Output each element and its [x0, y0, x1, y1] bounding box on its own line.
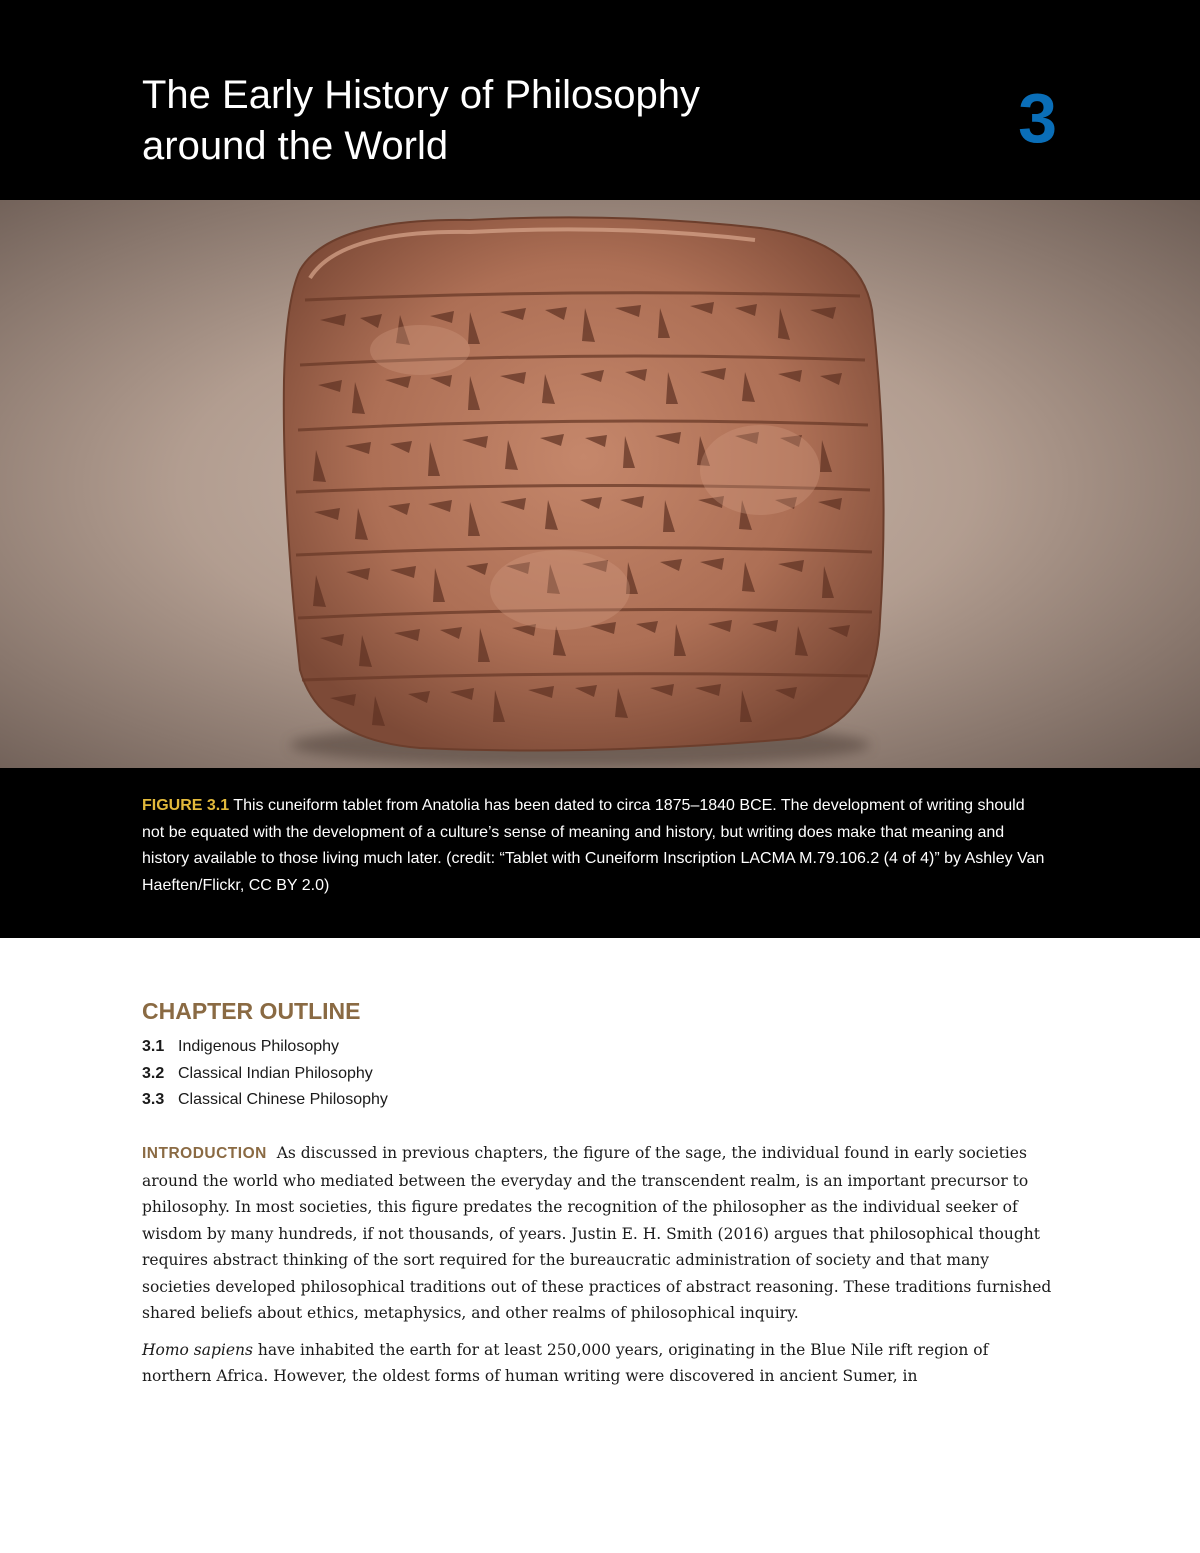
- intro-paragraph-2: [142, 1337, 1052, 1390]
- chapter-title: [142, 70, 902, 172]
- introduction-body: [142, 1140, 1052, 1400]
- chapter-title-line-2: around the World: [142, 124, 449, 168]
- intro-paragraph-2-text: have inhabited the earth for at least 250,000 years, originating in the Blue Nile rift region of northern Africa. However, the oldest forms of human writing were discovered in ancient Sumer, in: [142, 1340, 989, 1385]
- figure-caption-band: [0, 768, 1200, 938]
- outline-item-number: 3.3: [142, 1091, 165, 1108]
- chapter-outline-list: [142, 1034, 388, 1114]
- cuneiform-tablet-illustration: [0, 200, 1200, 768]
- figure-label: FIGURE 3.1: [142, 797, 230, 814]
- outline-item-number: 3.1: [142, 1038, 165, 1055]
- chapter-header: [0, 0, 1200, 200]
- figure-caption-text: This cuneiform tablet from Anatolia has been dated to circa 1875–1840 BCE. The development of writing should not be equated with the development of a culture’s sense of meaning and history, but writing does make that meaning and history available to those living much later. (credit: “Tablet with Cuneiform Inscription LACMA M.79.106.2 (4 of 4)” by Ashley Van Haeften/Flickr, CC BY 2.0): [142, 797, 1045, 894]
- chapter-number: 3: [1018, 79, 1057, 157]
- intro-paragraph-1-text: As discussed in previous chapters, the figure of the sage, the individual found in early societies around the world who mediated between the everyday and the transcendent realm, is an important precursor to philosophy. In most societies, this figure predates the recognition of the philosopher as the individual seeker of wisdom by many hundreds, if not thousands, of years. Justin E. H. Smith (2016) argues that philosophical thought requires abstract thinking of the sort required for the bureaucratic administration of society and that many societies developed philosophical traditions out of these practices of abstract reasoning. These traditions furnished shared beliefs about ethics, metaphysics, and other realms of philosophical inquiry.: [142, 1144, 1052, 1322]
- outline-item-title: Classical Chinese Philosophy: [178, 1091, 388, 1108]
- homo-sapiens-term: Homo sapiens: [142, 1340, 253, 1359]
- outline-item-3-2[interactable]: [142, 1061, 388, 1088]
- figure-caption: [142, 793, 1047, 899]
- outline-item-3-3[interactable]: [142, 1087, 388, 1114]
- cuneiform-tablet-photo: [0, 200, 1200, 768]
- outline-item-3-1[interactable]: [142, 1034, 388, 1061]
- outline-item-title: Classical Indian Philosophy: [178, 1064, 373, 1082]
- chapter-outline-heading: CHAPTER OUTLINE: [142, 998, 361, 1024]
- introduction-label: INTRODUCTION: [142, 1145, 267, 1162]
- outline-item-title: Indigenous Philosophy: [178, 1038, 340, 1055]
- outline-item-number: 3.2: [142, 1064, 165, 1082]
- chapter-title-line-1: The Early History of Philosophy: [142, 73, 701, 117]
- intro-paragraph-1: [142, 1140, 1052, 1327]
